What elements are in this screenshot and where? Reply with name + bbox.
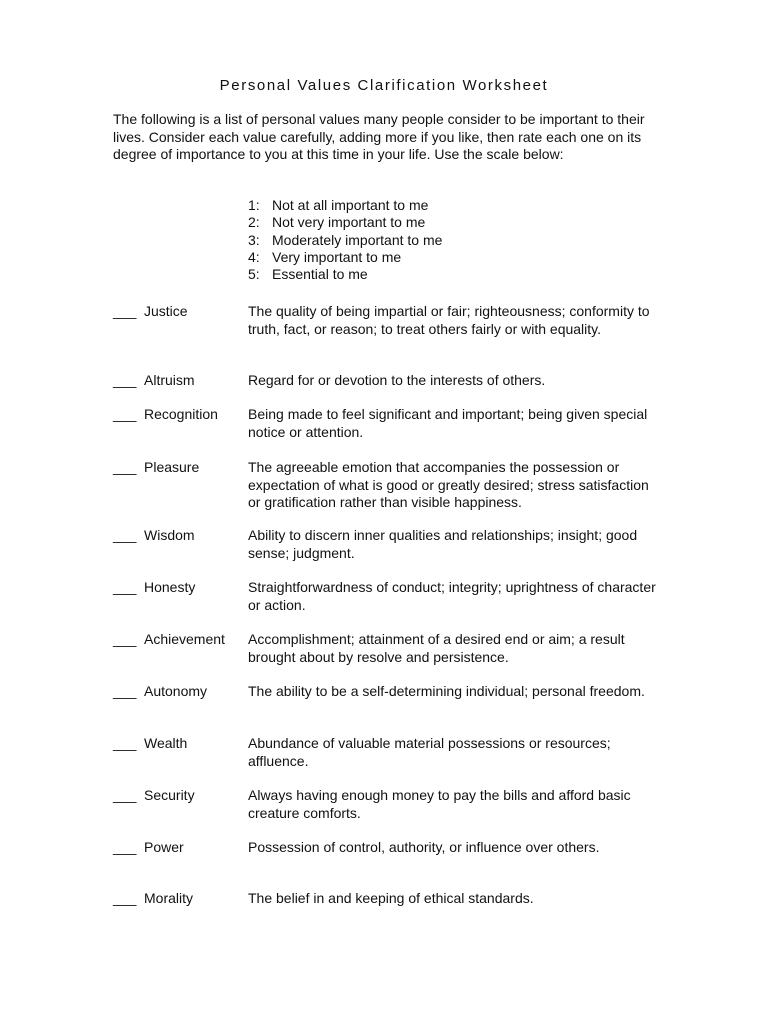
rating-scale xyxy=(248,197,442,283)
rating-blank[interactable]: ___ xyxy=(113,303,137,319)
value-description: Straightforwardness of conduct; integrity; uprightness of character or action. xyxy=(248,579,656,613)
value-description: Ability to discern inner qualities and relationships; insight; good sense; judgment. xyxy=(248,527,638,561)
scale-item xyxy=(248,214,442,231)
rating-blank[interactable]: ___ xyxy=(113,735,137,751)
value-description: Abundance of valuable material possessions or resources; affluence. xyxy=(248,735,611,769)
rating-blank[interactable]: ___ xyxy=(113,839,137,855)
value-name: Justice xyxy=(144,303,188,319)
value-description: Being made to feel significant and important; being given special notice or attention. xyxy=(248,406,648,440)
rating-blank[interactable]: ___ xyxy=(113,406,137,422)
value-name: Achievement xyxy=(144,631,225,647)
rating-blank[interactable]: ___ xyxy=(113,683,137,699)
value-description: Possession of control, authority, or influence over others. xyxy=(248,839,600,855)
value-name: Wealth xyxy=(144,735,188,751)
scale-item xyxy=(248,197,442,214)
scale-label: Very important to me xyxy=(272,248,402,265)
scale-label: Not at all important to me xyxy=(272,197,429,213)
value-name: Autonomy xyxy=(144,683,208,699)
scale-item xyxy=(248,232,442,249)
value-name: Recognition xyxy=(144,406,218,422)
rating-blank[interactable]: ___ xyxy=(113,459,137,475)
intro-paragraph: The following is a list of personal values many people consider to be important to their lives. Consider each value carefully, adding more if you like, then rate each one on its degree of importance to you at this time in your life. Use the scale below: xyxy=(113,111,645,162)
rating-blank[interactable]: ___ xyxy=(113,372,137,388)
value-description: Always having enough money to pay the bills and afford basic creature comforts. xyxy=(248,787,631,821)
scale-label: Moderately important to me xyxy=(272,231,443,248)
value-name: Power xyxy=(144,839,184,855)
rating-blank[interactable]: ___ xyxy=(113,631,137,647)
rating-blank[interactable]: ___ xyxy=(113,787,137,803)
value-name: Security xyxy=(144,787,195,803)
value-name: Morality xyxy=(144,890,194,906)
scale-item xyxy=(248,266,442,283)
scale-item xyxy=(248,249,442,266)
scale-number: 2: xyxy=(248,214,260,231)
value-description: The belief in and keeping of ethical standards. xyxy=(248,890,534,906)
scale-number: 3: xyxy=(248,231,260,248)
value-name: Honesty xyxy=(144,579,196,595)
value-description: The agreeable emotion that accompanies the possession or expectation of what is good or greatly desired; stress satisfaction or gratification rather than visible happiness. xyxy=(248,459,649,510)
page-title: Personal Values Clarification Worksheet xyxy=(219,77,549,94)
value-name: Altruism xyxy=(144,372,195,388)
scale-number: 4: xyxy=(248,248,260,265)
value-name: Wisdom xyxy=(144,527,195,543)
rating-blank[interactable]: ___ xyxy=(113,890,137,906)
value-description: Regard for or devotion to the interests of others. xyxy=(248,372,546,388)
rating-blank[interactable]: ___ xyxy=(113,527,137,543)
value-description: The ability to be a self-determining individual; personal freedom. xyxy=(248,683,645,699)
value-description: The quality of being impartial or fair; righteousness; conformity to truth, fact, or reason; to treat others fairly or with equality. xyxy=(248,303,650,337)
scale-label: Essential to me xyxy=(272,266,368,283)
value-description: Accomplishment; attainment of a desired end or aim; a result brought about by resolve and persistence. xyxy=(248,631,625,665)
rating-blank[interactable]: ___ xyxy=(113,579,137,595)
value-name: Pleasure xyxy=(144,459,200,475)
scale-label: Not very important to me xyxy=(272,214,426,231)
scale-number: 1: xyxy=(248,197,260,213)
scale-number: 5: xyxy=(248,266,260,283)
